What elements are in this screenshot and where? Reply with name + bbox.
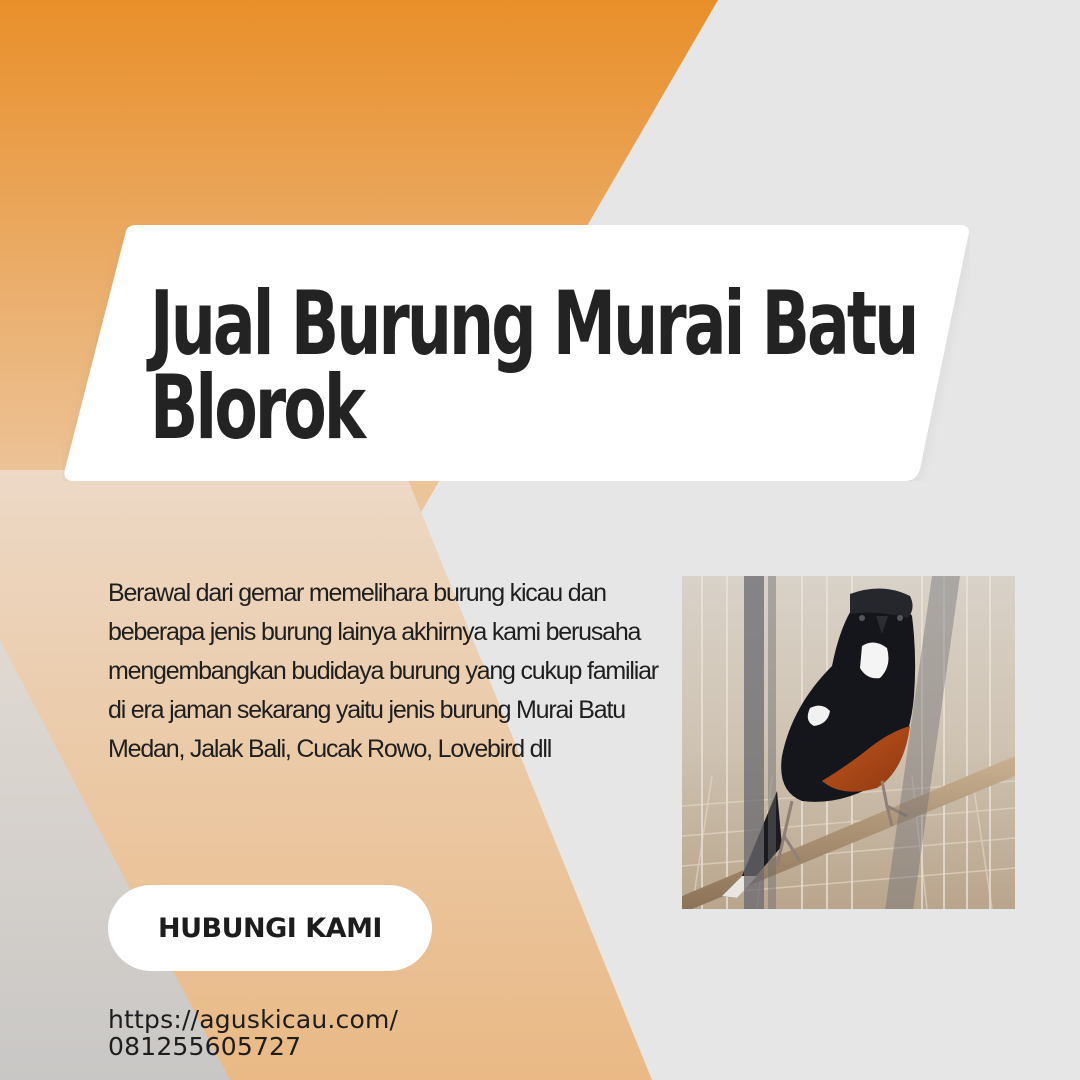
page-title bbox=[150, 272, 917, 459]
contact-info bbox=[108, 1006, 398, 1060]
contact-us-button[interactable]: HUBUNGI KAMI bbox=[108, 885, 432, 971]
title-line-1: Jual Burung Murai Batu bbox=[150, 272, 917, 375]
bird-photo bbox=[682, 576, 1015, 909]
description-text: Berawal dari gemar memelihara burung kicau dan beberapa jenis burung lainya akhirnya kami berusaha mengembangkan budidaya burung yang cukup familiar di era jaman sekarang yaitu jenis burung Murai Batu Medan, Jalak Bali, Cucak Rowo, Lovebird dll bbox=[108, 579, 658, 763]
phone-number: 081255605727 bbox=[108, 1032, 302, 1061]
website-link[interactable]: https://aguskicau.com/ bbox=[108, 1005, 399, 1034]
title-line-2: Blorok bbox=[150, 356, 364, 459]
